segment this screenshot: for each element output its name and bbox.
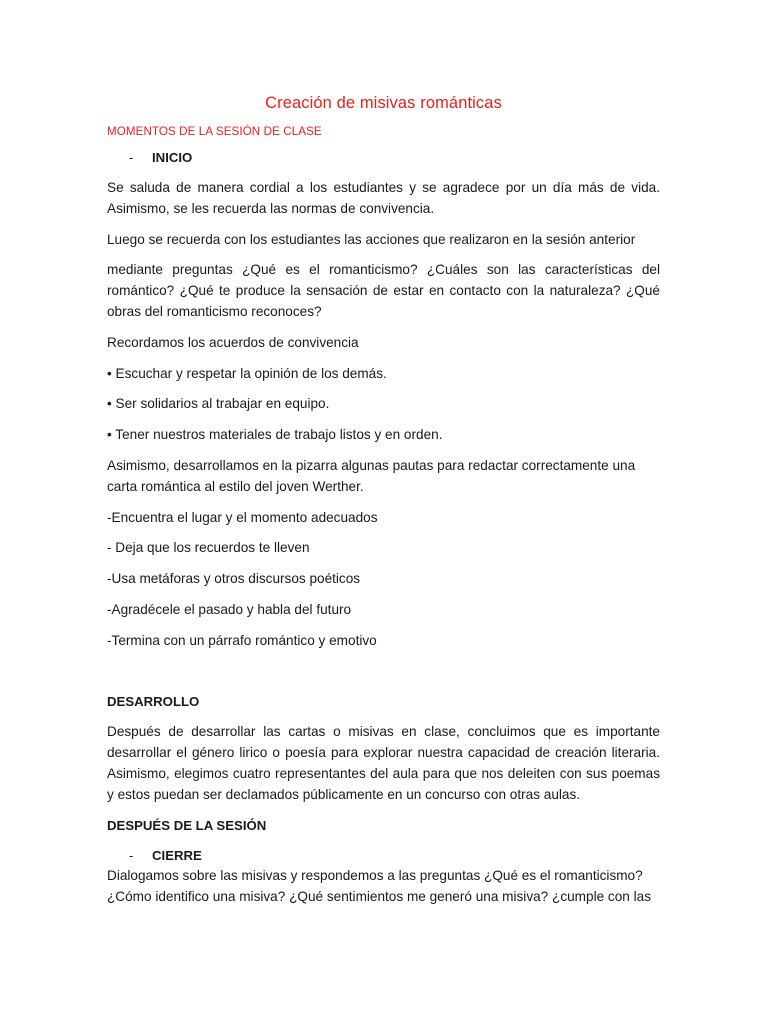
paragraph-review: Luego se recuerda con los estudiantes las acciones que realizaron en la sesión anterior [107, 231, 636, 247]
inicio-dash: - [129, 150, 134, 165]
agreement-item: • Ser solidarios al trabajar en equipo. [107, 396, 330, 412]
paragraph-cierre: Dialogamos sobre las misivas y respondemos a las preguntas ¿Qué es el romanticismo? ¿Cómo identifico una misiva? ¿Qué sentimientos me generó una misiva? ¿cumple con las [107, 868, 651, 905]
despues-heading: DESPUÉS DE LA SESIÓN [107, 817, 267, 833]
cierre-dash: - [129, 848, 134, 864]
desarrollo-heading: DESARROLLO [107, 693, 200, 709]
agreement-item: • Tener nuestros materiales de trabajo listos y en orden. [107, 427, 443, 443]
guideline-item: - Deja que los recuerdos te lleven [107, 540, 310, 556]
cierre-heading-text: CIERRE [152, 848, 202, 864]
paragraph-greeting: Se saluda de manera cordial a los estudiantes y se agradece por un día más de vida. Asimismo, se les recuerda las normas de convivencia. [107, 180, 660, 216]
document-body [107, 92, 660, 908]
document-title: Creación de misivas románticas [265, 94, 502, 112]
paragraph-desarrollo: Después de desarrollar las cartas o misivas en clase, concluimos que es importante desarrollar el género lirico o poesía para explorar nuestra capacidad de creación literaria. Asimismo, elegimos cuatro representantes del aula para que nos deleiten con sus poemas y estos puedan ser declamados públicamente en un concurso con otras aulas. [107, 724, 660, 802]
paragraph-guidelines-intro: Asimismo, desarrollamos en la pizarra algunas pautas para redactar correctamente una carta romántica al estilo del joven Werther. [107, 457, 636, 494]
inicio-heading [107, 148, 660, 168]
guideline-item: -Usa metáforas y otros discursos poéticos [107, 571, 361, 587]
inicio-heading-text: INICIO [152, 150, 193, 165]
paragraph-questions: mediante preguntas ¿Qué es el romanticismo? ¿Cuáles son las características del romántico? ¿Qué te produce la sensación de estar en contacto con la naturaleza? ¿Qué obras del romanticismo reconoces? [107, 262, 660, 319]
section-label: MOMENTOS DE LA SESIÓN DE CLASE [107, 125, 322, 138]
guideline-item: -Agradécele el pasado y habla del futuro [107, 601, 352, 617]
paragraph-agreements-intro: Recordamos los acuerdos de convivencia [107, 334, 359, 350]
guideline-item: -Encuentra el lugar y el momento adecuados [107, 509, 378, 525]
guideline-item: -Termina con un párrafo romántico y emotivo [107, 632, 377, 648]
section-spacer [107, 662, 660, 692]
cierre-heading [107, 846, 660, 866]
agreement-item: • Escuchar y respetar la opinión de los demás. [107, 365, 387, 381]
